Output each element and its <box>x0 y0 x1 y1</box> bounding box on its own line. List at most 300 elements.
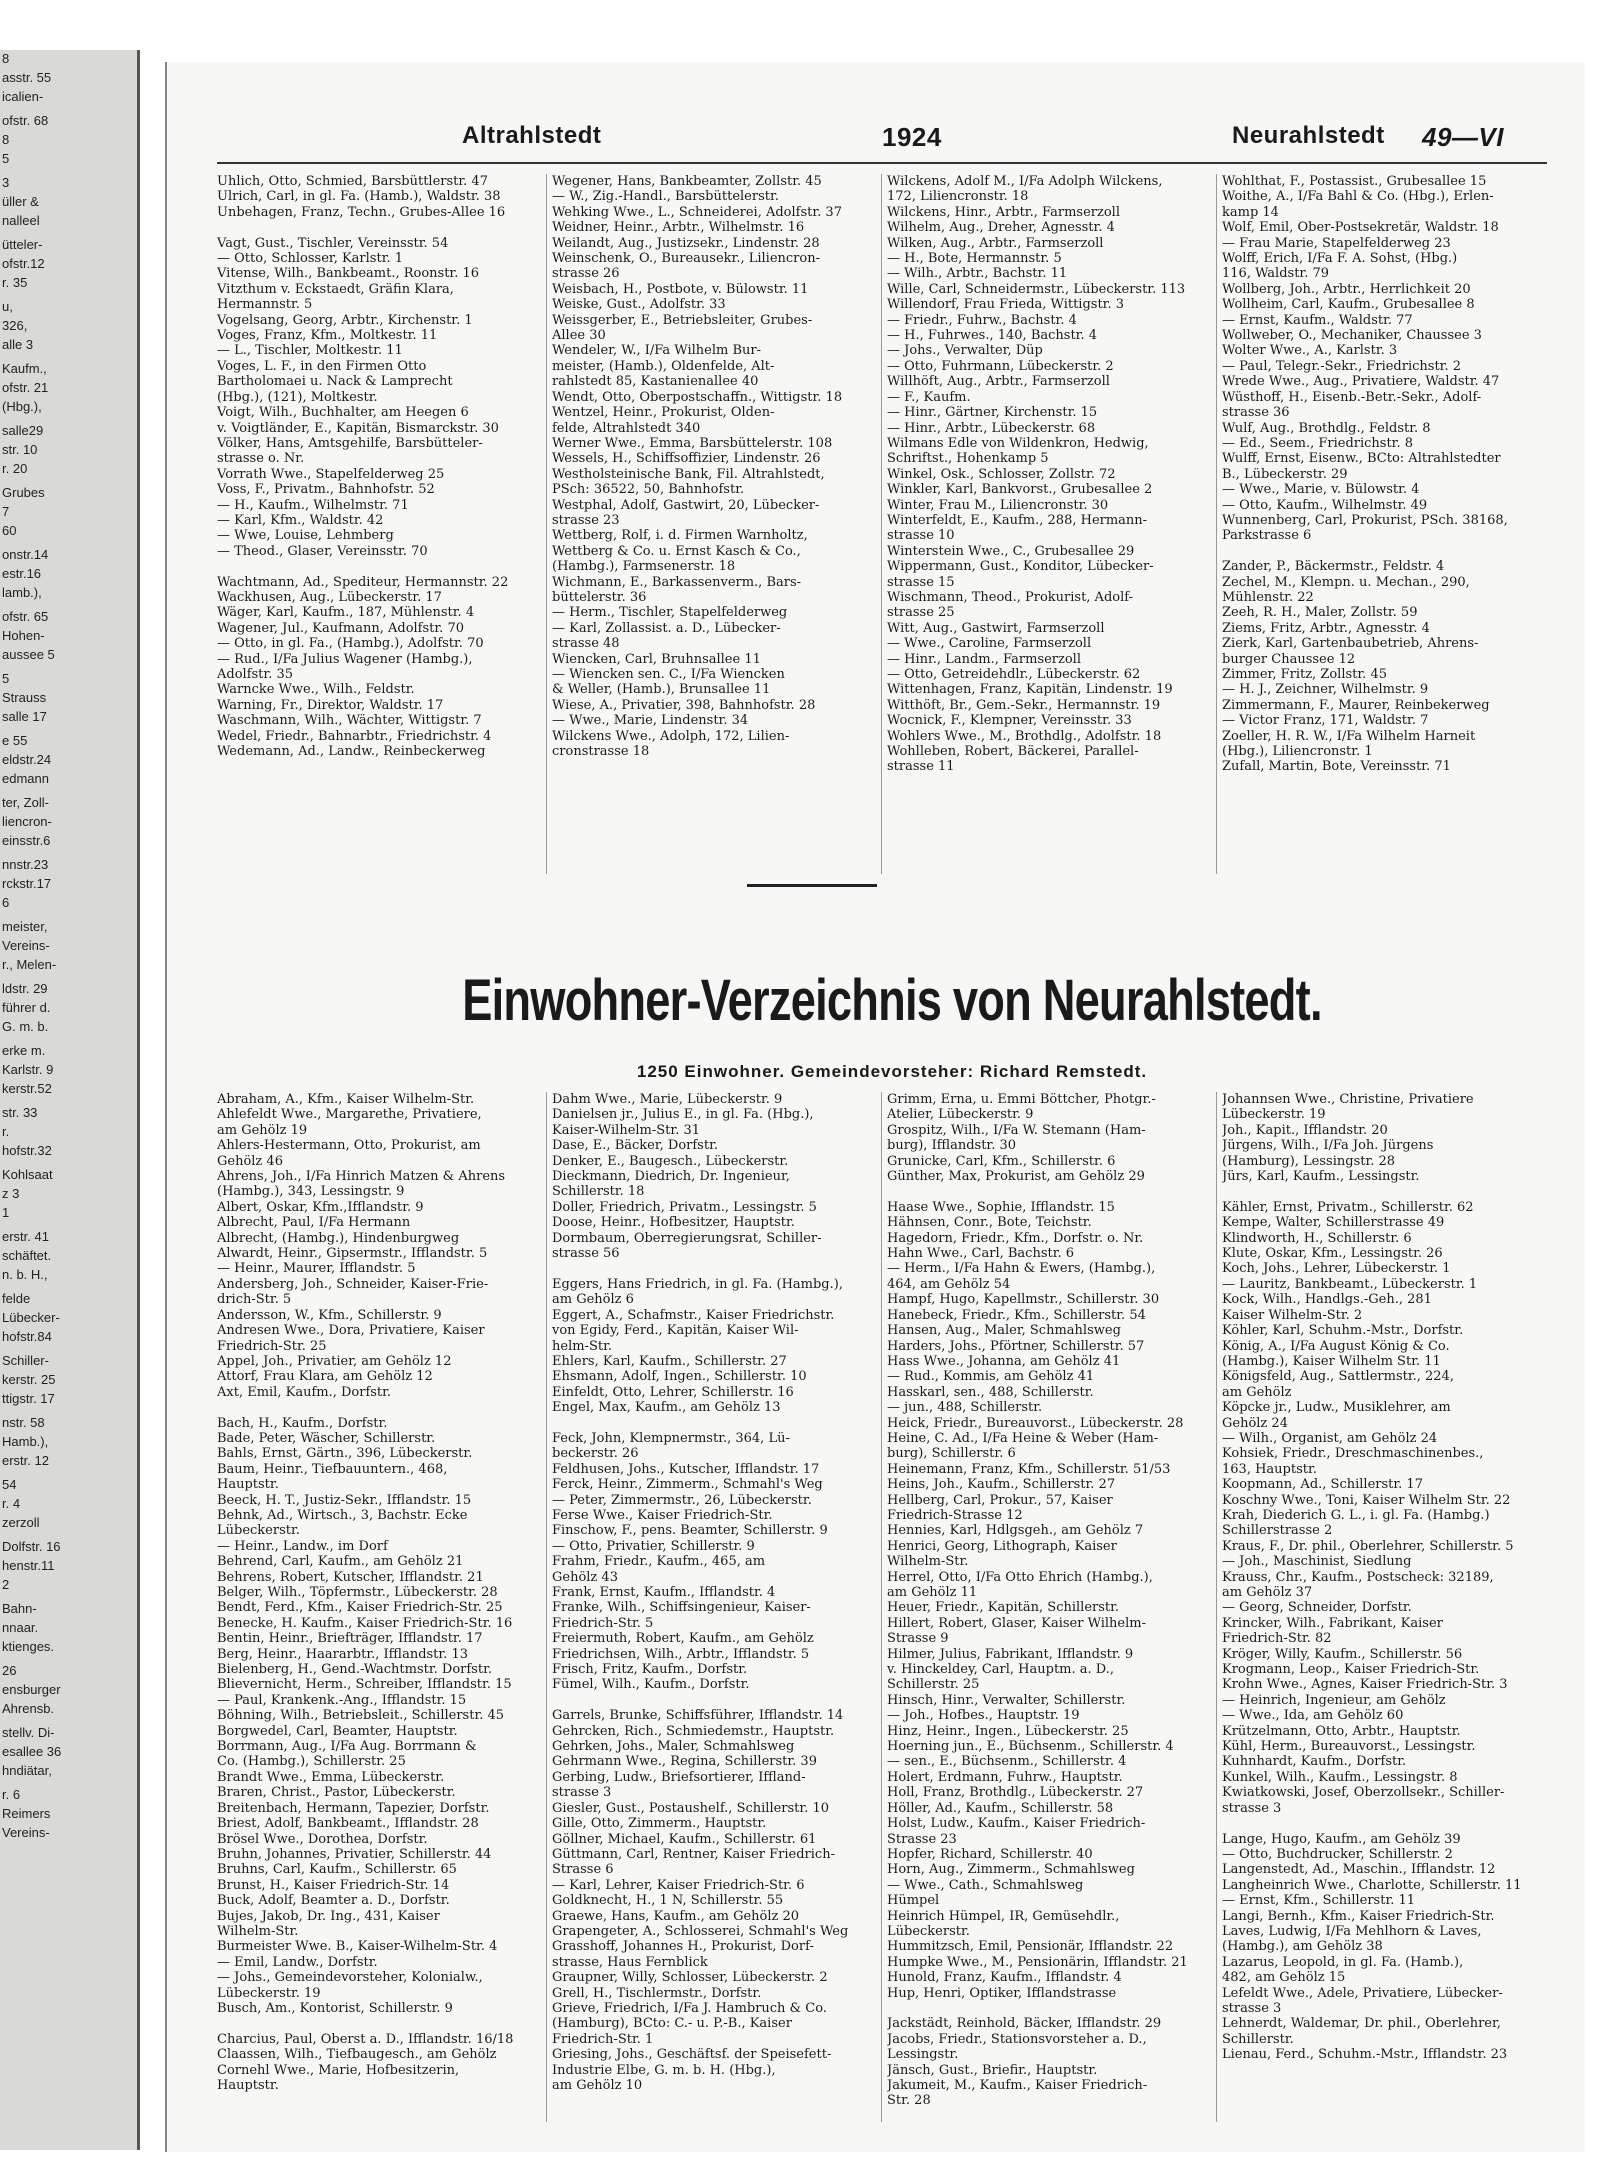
directory-entry: Göllner, Michael, Kaufm., Schillerstr. 61 <box>552 1831 817 1847</box>
directory-entry: Goldknecht, H., 1 N, Schillerstr. 55 <box>552 1893 784 1909</box>
directory-entry: Wehking Wwe., L., Schneiderei, Adolfstr. 37 <box>552 204 842 220</box>
directory-entry: Langi, Bernh., Kfm., Kaiser Friedrich-Str. <box>1222 1908 1495 1924</box>
directory-entry: Winterstein Wwe., C., Grubesallee 29 <box>887 543 1135 559</box>
directory-entry: Graewe, Hans, Kaufm., am Gehölz 20 <box>552 1908 800 1924</box>
directory-entry: — Karl, Zollassist. a. D., Lübecker- <box>552 620 781 636</box>
directory-entry: Wulff, Ernst, Eisenw., BCto: Altrahlstedter <box>1222 451 1501 467</box>
directory-entry: Hinz, Heinr., Ingen., Lübeckerstr. 25 <box>887 1723 1129 1739</box>
directory-entry: Wentzel, Heinr., Prokurist, Olden- <box>552 405 775 421</box>
directory-entry: Weinschenk, O., Bureausekr., Liliencron- <box>552 251 820 267</box>
directory-entry: Wunnenberg, Carl, Prokurist, PSch. 38168, <box>1222 512 1508 528</box>
strip-text-fragment: meister, <box>2 919 48 934</box>
strip-text-fragment: 7 <box>2 504 10 519</box>
directory-entry: am Gehölz 10 <box>552 2078 643 2093</box>
strip-text-fragment: icalien- <box>2 89 44 104</box>
directory-entry: Wilhelm-Str. <box>217 1923 299 1939</box>
directory-entry: Eggers, Hans Friedrich, in gl. Fa. (Hambg.), <box>552 1276 843 1292</box>
directory-entry: Jürgens, Wilh., I/Fa Joh. Jürgens <box>1222 1138 1434 1154</box>
directory-entry: Franke, Wilh., Schiffsingenieur, Kaiser- <box>552 1600 811 1616</box>
directory-entry: — Ernst, Kaufm., Waldstr. 77 <box>1222 312 1413 328</box>
strip-text-fragment: G. m. b. <box>2 1019 49 1034</box>
directory-entry: Lessingstr. <box>887 2047 959 2063</box>
directory-entry: Industrie Elbe, G. m. b. H. (Hbg.), <box>552 2062 776 2078</box>
directory-entry: Jakumeit, M., Kaufm., Kaiser Friedrich- <box>887 2078 1148 2093</box>
directory-entry: Adolfstr. 35 <box>217 667 293 682</box>
directory-entry: Schillerstrasse 2 <box>1222 1523 1333 1539</box>
directory-entry: Voigt, Wilh., Buchhalter, am Heegen 6 <box>217 405 469 421</box>
directory-entry: strasse o. Nr. <box>217 451 305 467</box>
directory-entry: Engel, Max, Kaufm., am Gehölz 13 <box>552 1400 781 1416</box>
directory-entry: Hinsch, Hinr., Verwalter, Schillerstr. <box>887 1692 1126 1708</box>
directory-entry: cronstrasse 18 <box>552 744 650 760</box>
directory-entry: (Hambg.), am Gehölz 38 <box>1222 1939 1383 1955</box>
directory-entry: Krützelmann, Otto, Arbtr., Hauptstr. <box>1222 1723 1461 1739</box>
directory-entry: Bahls, Ernst, Gärtn., 396, Lübeckerstr. <box>217 1446 473 1462</box>
directory-entry: Schillerstr. <box>1222 2031 1294 2047</box>
directory-entry: Bruhn, Johannes, Privatier, Schillerstr. 44 <box>217 1846 492 1862</box>
directory-entry: Wulf, Aug., Brothdlg., Feldstr. 8 <box>1222 420 1431 436</box>
strip-text-fragment: kerstr.52 <box>2 1081 52 1096</box>
directory-entry: Vorrath Wwe., Stapelfelderweg 25 <box>217 466 445 482</box>
directory-entry: Dormbaum, Oberregierungsrat, Schiller- <box>552 1230 822 1246</box>
directory-entry: — Paul, Telegr.-Sekr., Friedrichstr. 2 <box>1222 358 1461 374</box>
directory-entry: — Hinr., Arbtr., Lübeckerstr. 68 <box>887 420 1096 436</box>
directory-entry: kamp 14 <box>1222 204 1279 220</box>
directory-entry: — H. J., Zeichner, Wilhelmstr. 9 <box>1222 682 1429 698</box>
directory-entry: Wilckens, Hinr., Arbtr., Farmserzoll <box>887 204 1120 220</box>
directory-entry: Westphal, Adolf, Gastwirt, 20, Lübecker- <box>552 497 820 513</box>
directory-entry: — Rud., I/Fa Julius Wagener (Hambg.), <box>217 651 473 667</box>
section-subtitle: 1250 Einwohner. Gemeindevorsteher: Richard Remstedt. <box>636 1062 1148 1081</box>
directory-entry: Alwardt, Heinr., Gipsermstr., Ifflandstr. 5 <box>217 1246 488 1262</box>
strip-text-fragment: (Hbg.), <box>2 399 42 414</box>
directory-entry: Warncke Wwe., Wilh., Feldstr. <box>217 682 415 698</box>
directory-entry: Zimmermann, F., Maurer, Reinbekerweg <box>1222 697 1490 713</box>
directory-entry: Hennies, Karl, Hdlgsgeh., am Gehölz 7 <box>887 1523 1144 1539</box>
strip-text-fragment: hndiätar, <box>2 1763 52 1778</box>
directory-entry: am Gehölz 6 <box>552 1292 634 1308</box>
directory-entry: Zechel, M., Klempn. u. Mechan., 290, <box>1222 574 1470 590</box>
directory-entry: Parkstrasse 6 <box>1222 528 1312 544</box>
directory-entry: PSch: 36522, 50, Bahnhofstr. <box>552 482 745 498</box>
top-column-3 <box>887 174 1217 874</box>
strip-text-fragment: Hamb.), <box>2 1434 49 1449</box>
directory-entry: Gehrken, Johs., Maler, Schmahlsweg <box>552 1739 795 1755</box>
directory-entry: Bielenberg, H., Gend.-Wachtmstr. Dorfstr. <box>217 1662 492 1678</box>
directory-entry: Voss, F., Privatm., Bahnhofstr. 52 <box>217 482 435 498</box>
directory-entry: Ulrich, Carl, in gl. Fa. (Hamb.), Waldstr. 38 <box>217 189 501 205</box>
directory-entry: am Gehölz 37 <box>1222 1585 1313 1600</box>
directory-entry: Voges, L. F., in den Firmen Otto <box>217 358 427 374</box>
directory-entry: Koschny Wwe., Toni, Kaiser Wilhelm Str. 22 <box>1222 1492 1511 1508</box>
directory-entry: Finschow, F., pens. Beamter, Schillerstr. 9 <box>552 1523 828 1539</box>
directory-entry: 464, am Gehölz 54 <box>887 1276 1011 1292</box>
directory-entry: Wilckens, Adolf M., I/Fa Adolph Wilckens, <box>887 174 1163 189</box>
directory-entry: Einfeldt, Otto, Lehrer, Schillerstr. 16 <box>552 1384 794 1400</box>
directory-entry: — L., Tischler, Moltkestr. 11 <box>217 343 403 359</box>
directory-entry: Langheinrich Wwe., Charlotte, Schillerstr. 11 <box>1222 1877 1522 1893</box>
directory-entry: beckerstr. 26 <box>552 1446 639 1462</box>
directory-entry: Benecke, H. Kaufm., Kaiser Friedrich-Str. 16 <box>217 1615 513 1631</box>
directory-entry: Strasse 23 <box>887 1831 957 1847</box>
directory-entry: Lübeckerstr. <box>217 1523 300 1539</box>
directory-entry: Hampf, Hugo, Kapellmstr., Schillerstr. 30 <box>887 1292 1160 1308</box>
directory-entry: burg), Schillerstr. 6 <box>887 1446 1016 1462</box>
directory-entry: Uhlich, Otto, Schmied, Barsbüttlerstr. 47 <box>217 174 488 189</box>
directory-entry: Kuhnhardt, Kaufm., Dorfstr. <box>1222 1754 1407 1770</box>
directory-entry: Waschmann, Wilh., Wächter, Wittigstr. 7 <box>217 713 482 729</box>
directory-entry: Zufall, Martin, Bote, Vereinsstr. 71 <box>1222 759 1451 775</box>
directory-entry: Klute, Oskar, Kfm., Lessingstr. 26 <box>1222 1246 1443 1262</box>
strip-text-fragment: erke m. <box>2 1043 46 1058</box>
directory-entry: Ziems, Fritz, Arbtr., Agnesstr. 4 <box>1222 620 1430 636</box>
directory-entry: Andersson, W., Kfm., Schillerstr. 9 <box>217 1307 442 1323</box>
directory-entry <box>217 1400 542 1415</box>
directory-entry: 172, Liliencronstr. 18 <box>887 189 1029 205</box>
directory-entry: Heins, Joh., Kaufm., Schillerstr. 27 <box>887 1477 1116 1493</box>
directory-entry: Wendt, Otto, Oberpostschaffn., Wittigstr. 18 <box>552 389 843 405</box>
directory-entry: Danielsen jr., Julius E., in gl. Fa. (Hbg.), <box>552 1107 814 1123</box>
directory-entry: Gille, Otto, Zimmerm., Hauptstr. <box>552 1816 767 1832</box>
directory-entry: büttelerstr. 36 <box>552 589 647 605</box>
page-number: 49—VI <box>1422 122 1504 152</box>
directory-entry: Zierk, Karl, Gartenbaubetrieb, Ahrens- <box>1222 636 1479 652</box>
strip-text-fragment: 6 <box>2 895 10 910</box>
directory-entry: Kähler, Ernst, Privatm., Schillerstr. 62 <box>1222 1199 1474 1215</box>
top-column-1 <box>217 174 547 874</box>
directory-entry: Lazarus, Leopold, in gl. Fa. (Hamb.), <box>1222 1954 1464 1970</box>
directory-entry: strasse 56 <box>552 1246 620 1262</box>
directory-entry: Humpke Wwe., M., Pensionärin, Ifflandstr. 21 <box>887 1954 1188 1970</box>
directory-entry: Wohlthat, F., Postassist., Grubesallee 15 <box>1222 174 1487 189</box>
directory-entry: strasse, Haus Fernblick <box>552 1954 708 1970</box>
directory-entry <box>1222 1816 1548 1831</box>
strip-text-fragment: lamb.), <box>2 585 42 600</box>
directory-entry: Willhöft, Aug., Arbtr., Farmserzoll <box>887 374 1110 390</box>
directory-entry: meister, (Hamb.), Oldenfelde, Alt- <box>552 358 775 374</box>
directory-entry: Giesler, Gust., Postaushelf., Schillerstr. 10 <box>552 1800 829 1816</box>
strip-text-fragment: ensburger <box>2 1682 61 1697</box>
strip-text-fragment: u, <box>2 299 13 314</box>
directory-entry: Wilken, Aug., Arbtr., Farmserzoll <box>887 235 1104 251</box>
directory-entry: Hillert, Robert, Glaser, Kaiser Wilhelm- <box>887 1615 1146 1631</box>
top-directory-columns <box>217 174 1557 874</box>
directory-entry: Witt, Aug., Gastwirt, Farmserzoll <box>887 620 1105 636</box>
directory-entry <box>1222 1184 1548 1199</box>
directory-entry: Gehölz 46 <box>217 1153 283 1169</box>
directory-entry: Griesing, Johs., Geschäftsf. der Speisefett- <box>552 2047 832 2063</box>
directory-entry: Henrici, Georg, Lithograph, Kaiser <box>887 1538 1117 1554</box>
directory-entry: burger Chaussee 12 <box>1222 651 1356 667</box>
strip-text-fragment: esallee 36 <box>2 1744 62 1759</box>
directory-entry: 163, Hauptstr. <box>1222 1461 1317 1477</box>
directory-entry: Hähnsen, Conr., Bote, Teichstr. <box>887 1215 1092 1231</box>
strip-text-fragment: alle 3 <box>2 337 34 352</box>
strip-text-fragment: salle 17 <box>2 709 47 724</box>
strip-text-fragment: onstr.14 <box>2 547 49 562</box>
section-title: Einwohner-Verzeichnis von Neurahlstedt. <box>462 968 1322 1033</box>
directory-entry: Gerbing, Ludw., Briefsortierer, Iffland- <box>552 1769 806 1785</box>
directory-entry: — Wwe., Marie, Lindenstr. 34 <box>552 713 749 729</box>
directory-entry: Böhning, Wilh., Betriebsleit., Schillerstr. 45 <box>217 1708 505 1724</box>
directory-entry: Grimm, Erna, u. Emmi Böttcher, Photgr.- <box>887 1092 1156 1107</box>
directory-entry: Hasskarl, sen., 488, Schillerstr. <box>887 1384 1094 1400</box>
directory-entry: B., Lübeckerstr. 29 <box>1222 466 1348 482</box>
directory-entry: — Heinrich, Ingenieur, am Gehölz <box>1222 1692 1446 1708</box>
strip-text-fragment: ttigstr. 17 <box>2 1391 55 1406</box>
directory-entry: strasse 3 <box>552 1785 612 1801</box>
directory-entry: strasse 3 <box>1222 1800 1282 1816</box>
directory-entry: Westholsteinische Bank, Fil. Altrahlstedt, <box>552 466 825 482</box>
directory-entry: Hellberg, Carl, Prokur., 57, Kaiser <box>887 1492 1113 1508</box>
directory-entry: Behnk, Ad., Wirtsch., 3, Bachstr. Ecke <box>217 1507 468 1523</box>
directory-entry: Wessels, H., Schiffsoffizier, Lindenstr. 26 <box>552 451 821 467</box>
directory-entry <box>552 1693 877 1708</box>
directory-entry: von Egidy, Ferd., Kapitän, Kaiser Wil- <box>552 1323 799 1339</box>
directory-entry: — Wilh., Arbtr., Bachstr. 11 <box>887 266 1068 282</box>
directory-entry: Friedrich-Str. 82 <box>1222 1631 1332 1647</box>
directory-entry: drich-Str. 5 <box>217 1292 292 1308</box>
directory-entry: Wippermann, Gust., Konditor, Lübecker- <box>887 559 1154 575</box>
directory-entry: Hanebeck, Friedr., Kfm., Schillerstr. 54 <box>887 1307 1146 1323</box>
directory-entry: Breitenbach, Hermann, Tapezier, Dorfstr. <box>217 1800 490 1816</box>
directory-entry: Braren, Christ., Pastor, Lübeckerstr. <box>217 1785 456 1801</box>
directory-entry: (Hamburg), BCto: C.- u. P.-B., Kaiser <box>552 2016 792 2032</box>
strip-text-fragment: Kohlsaat <box>2 1167 53 1182</box>
top-column-4 <box>1222 174 1552 874</box>
bottom-column-4 <box>1222 1092 1552 2122</box>
directory-entry: Beeck, H. T., Justiz-Sekr., Ifflandstr. 15 <box>217 1492 472 1508</box>
strip-text-fragment: Strauss <box>2 690 47 705</box>
directory-entry: Kock, Wilh., Handlgs.-Geh., 281 <box>1222 1292 1432 1308</box>
strip-text-fragment: 326, <box>2 318 28 333</box>
directory-entry: Wittenhagen, Franz, Kapitän, Lindenstr. 19 <box>887 682 1173 698</box>
directory-entry: Ehsmann, Adolf, Ingen., Schillerstr. 10 <box>552 1369 807 1385</box>
directory-entry: Borgwedel, Carl, Beamter, Hauptstr. <box>217 1723 458 1739</box>
directory-entry: Str. 28 <box>887 2093 931 2109</box>
directory-entry: Koch, Johs., Lehrer, Lübeckerstr. 1 <box>1222 1261 1451 1277</box>
directory-entry: Belger, Wilh., Töpfermstr., Lübeckerstr. 28 <box>217 1585 498 1600</box>
directory-entry: Dahm Wwe., Marie, Lübeckerstr. 9 <box>552 1092 783 1107</box>
directory-entry: strasse 26 <box>552 266 620 282</box>
directory-entry: felde, Altrahlstedt 340 <box>552 420 701 436</box>
header-right-place: Neurahlstedt <box>1232 122 1385 149</box>
directory-entry: Briest, Adolf, Bankbeamt., Ifflandstr. 28 <box>217 1816 479 1832</box>
directory-entry: Königsfeld, Aug., Sattlermstr., 224, <box>1222 1369 1454 1385</box>
strip-text-fragment: Reimers <box>2 1806 51 1821</box>
directory-entry: — Theod., Glaser, Vereinsstr. 70 <box>217 543 428 559</box>
directory-entry: Strasse 6 <box>552 1862 614 1878</box>
directory-entry: Kunkel, Wilh., Kaufm., Lessingstr. 8 <box>1222 1769 1458 1785</box>
directory-entry: Laves, Ludwig, I/Fa Mehlhorn & Laves, <box>1222 1923 1482 1939</box>
strip-text-fragment: 5 <box>2 671 10 686</box>
directory-entry: Jacobs, Friedr., Stationsvorsteher a. D., <box>887 2031 1147 2047</box>
directory-entry: strasse 36 <box>1222 405 1290 421</box>
directory-entry: — Herm., I/Fa Hahn & Ewers, (Hambg.), <box>887 1261 1156 1277</box>
directory-entry: König, A., I/Fa August König & Co. <box>1222 1338 1450 1354</box>
directory-entry: Wedemann, Ad., Landw., Reinbeckerweg <box>217 744 486 760</box>
directory-entry: Co. (Hambg.), Schillerstr. 25 <box>217 1754 406 1770</box>
directory-entry: Andresen Wwe., Dora, Privatiere, Kaiser <box>217 1323 485 1339</box>
page-header <box>222 122 1552 162</box>
directory-entry: Heinemann, Franz, Kfm., Schillerstr. 51/53 <box>887 1461 1171 1477</box>
strip-text-fragment: felde <box>2 1291 31 1306</box>
strip-text-fragment: erstr. 41 <box>2 1229 49 1244</box>
directory-entry: Krah, Diederich G. L., i. gl. Fa. (Hambg.) <box>1222 1507 1490 1523</box>
directory-entry: — Johs., Gemeindevorsteher, Kolonialw., <box>217 1970 483 1986</box>
directory-entry: — Otto, Privatier, Schillerstr. 9 <box>552 1538 755 1554</box>
directory-entry: Zander, P., Bäckermstr., Feldstr. 4 <box>1222 559 1445 575</box>
directory-entry: — Rud., Kommis, am Gehölz 41 <box>887 1369 1095 1385</box>
directory-entry <box>552 1416 877 1431</box>
directory-entry: — Wwe., Ida, am Gehölz 60 <box>1222 1708 1404 1724</box>
directory-entry: Gehölz 43 <box>552 1569 618 1585</box>
directory-entry: Willendorf, Frau Frieda, Wittigstr. 3 <box>887 297 1124 313</box>
directory-entry: Borrmann, Aug., I/Fa Aug. Borrmann & <box>217 1739 477 1755</box>
directory-entry: Joh., Kapit., Ifflandstr. 20 <box>1222 1122 1388 1138</box>
strip-text-fragment: 8 <box>2 132 10 147</box>
directory-entry: Behrend, Carl, Kaufm., am Gehölz 21 <box>217 1554 464 1570</box>
directory-entry: Brandt Wwe., Emma, Lübeckerstr. <box>217 1769 445 1785</box>
strip-text-fragment: r. 20 <box>2 461 28 476</box>
directory-entry: Heinrich Hümpel, IR, Gemüsehdlr., <box>887 1908 1120 1924</box>
directory-entry: Hagedorn, Friedr., Kfm., Dorfstr. o. Nr. <box>887 1230 1144 1246</box>
bottom-column-3 <box>887 1092 1217 2122</box>
directory-entry: Lübeckerstr. 19 <box>1222 1107 1326 1123</box>
directory-entry: Frisch, Fritz, Kaufm., Dorfstr. <box>552 1662 748 1678</box>
directory-entry: Claassen, Wilh., Tiefbaugesch., am Gehölz <box>217 2047 497 2063</box>
strip-text-fragment: Bahn- <box>2 1601 37 1616</box>
directory-entry: Bruhns, Carl, Kaufm., Schillerstr. 65 <box>217 1862 457 1878</box>
directory-entry: Wäger, Karl, Kaufm., 187, Mühlenstr. 4 <box>217 605 475 621</box>
strip-text-fragment: r. 6 <box>2 1787 21 1802</box>
directory-entry: strasse 11 <box>887 759 955 775</box>
directory-entry: Dase, E., Bäcker, Dorfstr. <box>552 1138 718 1154</box>
directory-entry: Krohn Wwe., Agnes, Kaiser Friedrich-Str. 3 <box>1222 1677 1508 1693</box>
directory-entry: Ahlefeldt Wwe., Margarethe, Privatiere, <box>217 1107 482 1123</box>
directory-entry: Kwiatkowski, Josef, Oberzollsekr., Schiller- <box>1222 1785 1505 1801</box>
directory-entry: Denker, E., Baugesch., Lübeckerstr. <box>552 1153 789 1169</box>
header-rule <box>217 162 1547 164</box>
directory-entry: — Frau Marie, Stapelfelderweg 23 <box>1222 235 1451 251</box>
directory-entry: — H., Fuhrwes., 140, Bachstr. 4 <box>887 328 1097 344</box>
strip-text-fragment: ter, Zoll- <box>2 795 49 810</box>
directory-entry: Wolf, Emil, Ober-Postsekretär, Waldstr. 18 <box>1222 220 1499 236</box>
strip-text-fragment: 3 <box>2 175 10 190</box>
strip-text-fragment: ofstr. 65 <box>2 609 49 624</box>
directory-entry: Hauptstr. <box>217 1477 279 1493</box>
strip-text-fragment: nstr. 58 <box>2 1415 45 1430</box>
directory-entry: Jackstädt, Reinhold, Bäcker, Ifflandstr. 29 <box>887 2016 1162 2032</box>
directory-entry: Krogmann, Leop., Kaiser Friedrich-Str. <box>1222 1662 1480 1678</box>
directory-entry: strasse 25 <box>887 605 955 621</box>
directory-entry: — Peter, Zimmermstr., 26, Lübeckerstr. <box>552 1492 812 1508</box>
directory-entry: Köhler, Karl, Schuhm.-Mstr., Dorfstr. <box>1222 1323 1464 1339</box>
directory-entry: Jänsch, Gust., Briefir., Hauptstr. <box>887 2062 1098 2078</box>
directory-entry: Weisbach, H., Postbote, v. Bülowstr. 11 <box>552 281 809 297</box>
directory-entry: Wilckens Wwe., Adolph, 172, Lilien- <box>552 728 790 744</box>
directory-entry: Friedrich-Str. 1 <box>552 2031 654 2047</box>
directory-entry <box>552 1261 877 1276</box>
directory-entry: Ferse Wwe., Kaiser Friedrich-Str. <box>552 1507 773 1523</box>
directory-entry: Winter, Frau M., Liliencronstr. 30 <box>887 497 1109 513</box>
directory-page <box>165 62 1585 2152</box>
directory-entry: Dieckmann, Diedrich, Dr. Ingenieur, <box>552 1169 790 1185</box>
strip-text-fragment: asstr. 55 <box>2 70 52 85</box>
header-year: 1924 <box>882 122 942 152</box>
directory-entry: — Friedr., Fuhrw., Bachstr. 4 <box>887 312 1077 328</box>
directory-entry: Heuer, Friedr., Kapitän, Schillerstr. <box>887 1600 1120 1616</box>
directory-entry: Wollweber, O., Mechaniker, Chaussee 3 <box>1222 328 1482 344</box>
directory-entry: — Wilh., Organist, am Gehölz 24 <box>1222 1430 1438 1446</box>
directory-entry: Wollberg, Joh., Arbtr., Herrlichkeit 20 <box>1222 281 1471 297</box>
directory-entry: Lübeckerstr. 19 <box>217 1985 321 2001</box>
directory-entry: Wegener, Hans, Bankbeamter, Zollstr. 45 <box>552 174 822 189</box>
directory-entry: Vitense, Wilh., Bankbeamt., Roonstr. 16 <box>217 266 480 282</box>
directory-entry: Grasshoff, Johannes H., Prokurist, Dorf- <box>552 1939 814 1955</box>
directory-entry: — Hinr., Gärtner, Kirchenstr. 15 <box>887 405 1098 421</box>
strip-text-fragment: kerstr. 25 <box>2 1372 56 1387</box>
top-column-2 <box>552 174 882 874</box>
directory-entry: — Herm., Tischler, Stapelfelderweg <box>552 605 788 621</box>
strip-text-fragment: str. 10 <box>2 442 38 457</box>
directory-entry: Ahrens, Joh., I/Fa Hinrich Matzen & Ahrens <box>217 1169 506 1185</box>
directory-entry: Kröger, Willy, Kaufm., Schillerstr. 56 <box>1222 1646 1463 1662</box>
directory-entry: Hümpel <box>887 1893 940 1909</box>
directory-entry: Hopfer, Richard, Schillerstr. 40 <box>887 1846 1093 1862</box>
strip-text-fragment: Vereins- <box>2 1825 50 1840</box>
directory-entry: Hermannstr. 5 <box>217 297 313 313</box>
directory-entry: — Lauritz, Bankbeamt., Lübeckerstr. 1 <box>1222 1276 1478 1292</box>
strip-text-fragment: zerzoll <box>2 1515 40 1530</box>
directory-entry: Höller, Ad., Kaufm., Schillerstr. 58 <box>887 1800 1114 1816</box>
directory-entry: strasse 23 <box>552 512 620 528</box>
directory-entry: Warning, Fr., Direktor, Waldstr. 17 <box>217 697 444 713</box>
strip-text-fragment: üller & <box>2 194 39 209</box>
directory-entry: Kohsiek, Friedr., Dreschmaschinenbes., <box>1222 1446 1484 1462</box>
strip-text-fragment: 2 <box>2 1577 10 1592</box>
adjacent-page-strip <box>0 50 140 2150</box>
directory-entry: Freiermuth, Robert, Kaufm., am Gehölz <box>552 1631 814 1647</box>
directory-entry: Jürs, Karl, Kaufm., Lessingstr. <box>1222 1169 1420 1185</box>
directory-entry: Kaiser-Wilhelm-Str. 31 <box>552 1122 700 1138</box>
directory-entry: Bade, Peter, Wäscher, Schillerstr. <box>217 1430 436 1446</box>
directory-entry: (Hambg.), 343, Lessingstr. 9 <box>217 1184 405 1200</box>
strip-text-fragment: einsstr.6 <box>2 833 51 848</box>
strip-text-fragment: n. b. H., <box>2 1267 48 1282</box>
strip-text-fragment: Karlstr. 9 <box>2 1062 54 1077</box>
directory-entry: Wiencken, Carl, Bruhnsallee 11 <box>552 651 761 667</box>
directory-entry: burg), Ifflandstr. 30 <box>887 1138 1017 1154</box>
strip-text-fragment: rckstr.17 <box>2 876 52 891</box>
directory-entry: Gehrcken, Rich., Schmiedemstr., Hauptstr. <box>552 1723 835 1739</box>
directory-entry: Lehnerdt, Waldemar, Dr. phil., Oberlehrer, <box>1222 2016 1501 2032</box>
directory-entry: Hoerning jun., E., Büchsenm., Schillerstr. 4 <box>887 1739 1174 1755</box>
directory-entry: Weiske, Gust., Adolfstr. 33 <box>552 297 726 313</box>
strip-text-fragment: Dolfstr. 16 <box>2 1539 61 1554</box>
directory-entry: Hass Wwe., Johanna, am Gehölz 41 <box>887 1353 1121 1369</box>
directory-entry: Blievernicht, Herm., Schreiber, Ifflandstr. 15 <box>217 1677 512 1693</box>
strip-text-fragment: ofstr. 21 <box>2 380 49 395</box>
strip-text-fragment: nalleel <box>2 213 40 228</box>
strip-text-fragment: r. 35 <box>2 275 28 290</box>
directory-entry: Feldhusen, Johs., Kutscher, Ifflandstr. 17 <box>552 1461 820 1477</box>
directory-entry: 482, am Gehölz 15 <box>1222 1970 1346 1986</box>
directory-entry: — sen., E., Büchsenm., Schillerstr. 4 <box>887 1754 1127 1770</box>
directory-entry: Wedel, Friedr., Bahnarbtr., Friedrichstr. 4 <box>217 728 492 744</box>
strip-text-fragment: Schiller- <box>2 1353 49 1368</box>
directory-entry: — Wiencken sen. C., I/Fa Wiencken <box>552 667 785 682</box>
